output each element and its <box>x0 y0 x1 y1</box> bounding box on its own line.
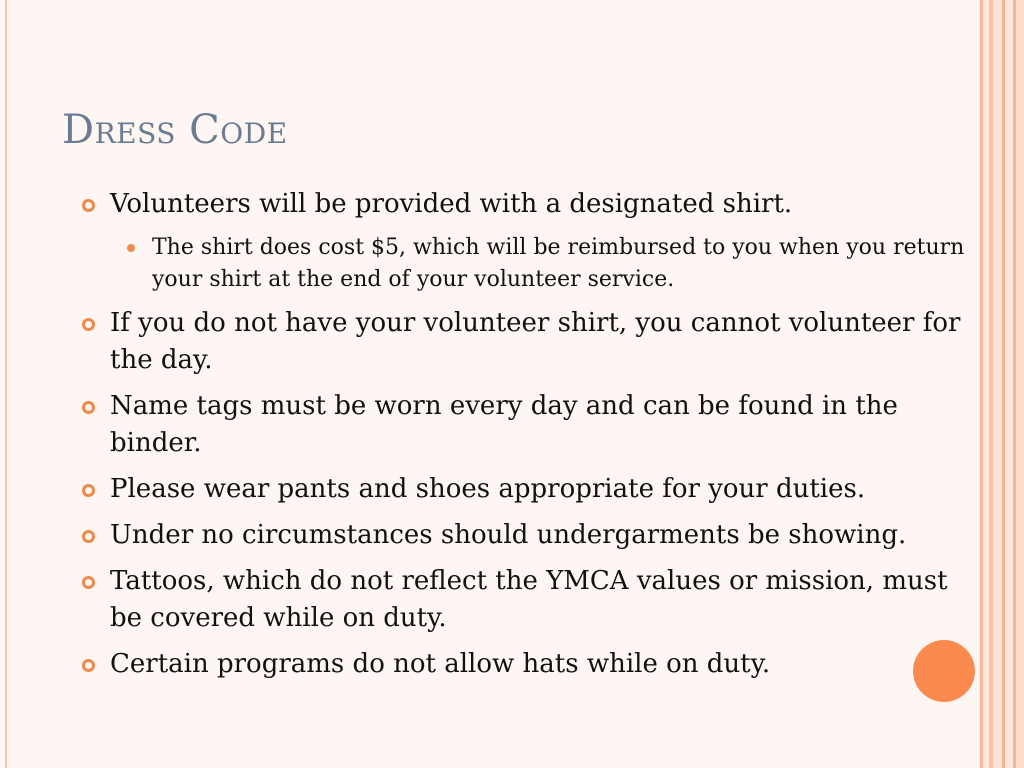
ring-bullet-icon <box>82 659 95 672</box>
bullet-text: Certain programs do not allow hats while on duty. <box>110 649 771 679</box>
dot-bullet-icon <box>127 244 135 252</box>
ring-bullet-icon <box>82 401 95 414</box>
ring-bullet-icon <box>82 318 95 331</box>
bullet-item <box>78 517 978 554</box>
bullet-text: Volunteers will be provided with a designated shirt. <box>110 189 793 219</box>
decorative-stripe <box>1016 0 1024 768</box>
bullet-item <box>78 186 978 223</box>
sub-bullet-item <box>78 232 978 296</box>
bullet-text: Name tags must be worn every day and can be found in the binder. <box>110 391 898 458</box>
bullet-text: If you do not have your volunteer shirt, you cannot volunteer for the day. <box>110 308 961 375</box>
ring-bullet-icon <box>82 484 95 497</box>
sub-bullet-text: The shirt does cost $5, which will be reimbursed to you when you return your shirt at the end of your volunteer service. <box>152 235 965 292</box>
bullet-item <box>78 305 978 379</box>
left-border-line <box>5 0 7 768</box>
bullet-text: Tattoos, which do not reflect the YMCA values or mission, must be covered while on duty. <box>110 566 948 633</box>
decorative-stripe <box>1005 0 1013 768</box>
slide-title: Dress Code <box>62 107 288 153</box>
bullet-item <box>78 388 978 462</box>
bullet-item <box>78 646 978 683</box>
bullet-list <box>78 186 978 692</box>
ring-bullet-icon <box>82 576 95 589</box>
ring-bullet-icon <box>82 199 95 212</box>
bullet-item <box>78 471 978 508</box>
bullet-item <box>78 563 978 637</box>
ring-bullet-icon <box>82 530 95 543</box>
bullet-text: Please wear pants and shoes appropriate for your duties. <box>110 474 866 504</box>
bullet-text: Under no circumstances should undergarments be showing. <box>110 520 907 550</box>
decorative-stripe <box>993 0 1002 768</box>
